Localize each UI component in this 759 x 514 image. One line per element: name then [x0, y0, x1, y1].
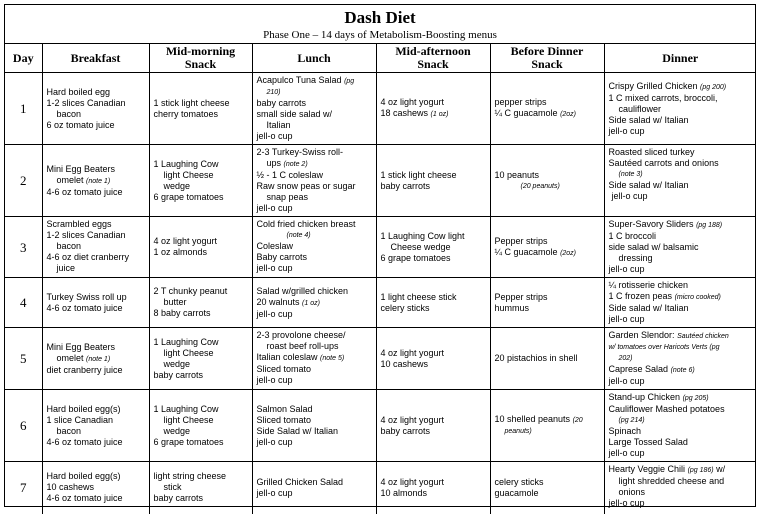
header-breakfast: Breakfast — [42, 44, 149, 73]
menu-item: jell-o cup — [256, 203, 293, 213]
menu-item — [609, 291, 753, 303]
page-note: 210) — [266, 89, 281, 96]
mid-morning-cell — [149, 278, 252, 328]
menu-item: wedge — [163, 358, 191, 369]
menu-item: roast beef roll-ups — [266, 341, 339, 351]
before-dinner-cell — [490, 217, 604, 278]
menu-item-text: Hearty Veggie Chili — [608, 464, 686, 474]
menu-item — [609, 464, 753, 476]
page-note: 202) — [618, 355, 633, 362]
menu-item: 1 Laughing Cow light — [380, 230, 465, 241]
dinner-cell — [604, 390, 756, 462]
menu-item: jell-o cup — [256, 131, 293, 141]
menu-item: baby carrots — [153, 369, 204, 380]
menu-item: baby carrots — [380, 180, 431, 191]
menu-item: 6 grape tomatoes — [153, 191, 224, 202]
menu-item: Pepper strips — [494, 291, 548, 302]
menu-item: 10 cashews — [46, 482, 95, 493]
menu-item: 1 C mixed carrots, broccoli, — [608, 92, 718, 103]
menu-item: 1 Laughing Cow — [153, 403, 219, 414]
page-note: (20 — [572, 417, 583, 424]
page-note: (pg 188) — [696, 222, 723, 229]
breakfast-cell — [42, 328, 149, 390]
menu-item: 10 almonds — [380, 487, 428, 498]
menu-item: Hard boiled egg(s) — [46, 403, 121, 414]
menu-item: Raw snow peas or sugar — [256, 181, 356, 191]
page-note: (pg 205) — [682, 395, 709, 402]
menu-item: Side salad w/ Italian — [608, 180, 689, 190]
mid-morning-cell — [149, 145, 252, 217]
menu-item: cauliflower — [618, 103, 662, 114]
menu-item: jell-o cup — [608, 314, 645, 324]
dinner-cell — [604, 73, 756, 145]
menu-item: light Cheese — [163, 169, 214, 180]
menu-item: Side salad w/ Italian — [608, 303, 689, 313]
menu-item-text: Stand-up Chicken — [608, 392, 681, 402]
header-mid-afternoon-line2: Snack — [417, 57, 449, 71]
breakfast-cell — [42, 217, 149, 278]
menu-item-text: 1 C frozen peas — [608, 291, 673, 301]
page-note: (20 peanuts) — [520, 182, 560, 190]
menu-item: 4 oz light yogurt — [380, 476, 445, 487]
menu-item — [257, 158, 372, 170]
menu-item: 10 peanuts — [494, 169, 540, 180]
menu-item — [609, 219, 753, 231]
menu-item: jell-o cup — [256, 436, 293, 447]
day-row-5 — [5, 328, 756, 390]
menu-item: jell-o cup — [608, 498, 645, 508]
menu-item: 4-6 oz tomato juice — [46, 186, 123, 197]
page-subtitle: Phase One – 14 days of Metabolism-Boosting menus — [263, 29, 497, 41]
menu-item: 4-6 oz tomato juice — [46, 302, 123, 313]
menu-item: Cheese wedge — [390, 241, 451, 252]
menu-item-text: Italian coleslaw — [256, 352, 318, 362]
menu-item: 6 oz tomato juice — [46, 119, 115, 130]
menu-item: bacon — [56, 108, 82, 119]
header-mid-morning-line1: Mid-morning — [165, 44, 236, 58]
menu-item: 6 grape tomatoes — [380, 252, 451, 263]
menu-item: 1-2 slices Canadian — [46, 97, 126, 108]
menu-item: jell-o cup — [256, 487, 293, 498]
menu-item-text: 20 walnuts — [256, 296, 300, 307]
menu-item: Sliced tomato — [256, 364, 312, 374]
menu-item: Side salad w/ Italian — [608, 114, 689, 125]
menu-item: Italian — [266, 120, 291, 130]
dinner-cell — [604, 278, 756, 328]
menu-item: 4-6 oz tomato juice — [46, 493, 123, 504]
menu-item-text: Caprese Salad — [608, 364, 669, 374]
day-number: 4 — [5, 278, 42, 328]
page-note: (note 2) — [283, 161, 308, 168]
menu-item: jell-o cup — [608, 264, 645, 274]
menu-item — [47, 353, 145, 365]
mid-morning-cell — [149, 390, 252, 462]
menu-item: 1 oz almonds — [153, 247, 208, 257]
lunch-cell — [252, 328, 376, 390]
menu-item-text: 10 shelled peanuts — [494, 414, 571, 424]
menu-item: 4 oz light yogurt — [380, 347, 445, 358]
menu-item: butter — [163, 297, 187, 307]
menu-item-text: Garden Slendor: — [608, 330, 675, 340]
mid-morning-cell — [149, 217, 252, 278]
menu-item: jell-o cup — [608, 376, 645, 386]
menu-item: light Cheese — [163, 347, 214, 358]
breakfast-cell — [42, 73, 149, 145]
menu-item: 1 stick light cheese — [380, 169, 457, 180]
menu-item: jell-o cup — [608, 125, 645, 136]
header-day: Day — [5, 44, 42, 73]
day-row-1 — [5, 73, 756, 145]
menu-item: Baby carrots — [256, 252, 308, 262]
menu-item: 1-2 slices Canadian — [46, 230, 126, 240]
menu-item — [495, 247, 600, 259]
menu-item: jell-o cup — [608, 448, 645, 458]
day-row-3 — [5, 217, 756, 278]
mid-afternoon-cell — [376, 145, 490, 217]
before-dinner-cell — [490, 73, 604, 145]
menu-item: 20 pistachios in shell — [494, 353, 578, 363]
menu-table — [5, 44, 756, 514]
header-lunch: Lunch — [252, 44, 376, 73]
menu-item: diet cranberry juice — [46, 364, 123, 375]
page-note: (pg — [709, 344, 720, 351]
menu-item-text: omelet — [56, 174, 84, 185]
mid-afternoon-cell — [376, 328, 490, 390]
menu-item: celery sticks — [494, 476, 544, 487]
menu-item: pepper strips — [494, 97, 547, 107]
mid-afternoon-cell — [376, 462, 490, 514]
menu-item: Sautéed carrots and onions — [608, 158, 719, 168]
menu-sheet — [4, 4, 756, 507]
menu-item: juice — [56, 263, 76, 273]
page-note: peanuts) — [504, 428, 532, 435]
menu-item: 2-3 Turkey-Swiss roll- — [256, 147, 344, 157]
menu-item — [381, 108, 486, 120]
lunch-cell — [252, 390, 376, 462]
menu-item — [609, 81, 753, 93]
page-note: (1 oz) — [302, 299, 320, 307]
menu-item — [609, 342, 753, 353]
menu-item-text: w/ — [716, 464, 726, 474]
menu-item: 10 cashews — [380, 358, 429, 369]
page-note: (note 1) — [86, 177, 111, 185]
header-mid-morning-line2: Snack — [184, 57, 217, 71]
title-block — [5, 5, 755, 44]
menu-item: Sliced tomato — [256, 414, 312, 425]
menu-item — [47, 175, 145, 187]
lunch-cell — [252, 73, 376, 145]
before-dinner-cell — [490, 145, 604, 217]
menu-item: wedge — [163, 425, 191, 436]
page-note: (pg 200) — [700, 83, 727, 91]
day-row-7 — [5, 462, 756, 514]
menu-item: Hard boiled egg — [46, 86, 111, 97]
menu-item — [257, 352, 372, 364]
page-note: (note 3) — [618, 171, 643, 178]
menu-item: Grilled Chicken Salad — [256, 476, 344, 487]
page-note: (micro cooked) — [674, 294, 721, 301]
menu-item: hummus — [494, 302, 530, 313]
menu-item: baby carrots — [380, 425, 431, 436]
menu-item: bacon — [56, 241, 82, 251]
menu-item: Spinach — [608, 426, 642, 436]
menu-item — [257, 297, 372, 309]
menu-item: 4 oz light yogurt — [380, 414, 445, 425]
mid-morning-cell — [149, 328, 252, 390]
menu-item: light string cheese — [153, 471, 227, 482]
menu-item — [495, 414, 600, 426]
mid-morning-cell — [149, 73, 252, 145]
menu-item: ¼ rotisserie chicken — [608, 280, 689, 290]
breakfast-cell — [42, 145, 149, 217]
page-note: (1 oz) — [430, 111, 449, 118]
menu-item: Coleslaw — [256, 241, 294, 251]
page-note: (note 5) — [320, 355, 345, 362]
menu-item: wedge — [163, 180, 191, 191]
page-note: (note 4) — [286, 232, 311, 239]
before-dinner-cell — [490, 462, 604, 514]
menu-item-text: w/ tomatoes over Haricots Verts — [608, 344, 708, 351]
header-dinner: Dinner — [604, 44, 756, 73]
menu-item — [609, 392, 753, 404]
day-row-6 — [5, 390, 756, 462]
menu-item: 2 T chunky peanut — [153, 286, 228, 296]
menu-item: Cauliflower Mashed potatoes — [608, 404, 725, 414]
menu-item: Cold fried chicken breast — [256, 219, 356, 229]
menu-item — [609, 364, 753, 376]
day-number: 7 — [5, 462, 42, 514]
menu-item: 1 slice Canadian — [46, 414, 114, 425]
page-title: Dash Diet — [344, 8, 416, 27]
header-mid-afternoon — [376, 44, 490, 73]
menu-item: Roasted sliced turkey — [608, 147, 695, 157]
menu-item: baby carrots — [153, 493, 204, 504]
menu-item: 1 light cheese stick — [380, 291, 457, 302]
menu-item: cherry tomatoes — [153, 108, 219, 119]
lunch-cell — [252, 278, 376, 328]
menu-item: side salad w/ balsamic — [608, 242, 699, 252]
page-note: (pg — [344, 78, 355, 85]
day-number: 2 — [5, 145, 42, 217]
breakfast-cell — [42, 462, 149, 514]
menu-item-text: ¼ C guacamole — [494, 108, 558, 118]
menu-item: 4 oz light yogurt — [380, 97, 445, 107]
menu-item: 8 baby carrots — [153, 308, 211, 318]
dinner-cell — [604, 145, 756, 217]
day-number: 3 — [5, 217, 42, 278]
header-before-dinner-line2: Snack — [531, 57, 563, 71]
lunch-cell — [252, 217, 376, 278]
mid-morning-cell — [149, 462, 252, 514]
menu-item — [609, 330, 753, 342]
menu-item: light shredded cheese and — [618, 476, 725, 486]
menu-item: 6 grape tomatoes — [153, 436, 224, 447]
menu-item: 1 stick light cheese — [153, 97, 230, 108]
menu-item: dressing — [618, 253, 653, 263]
menu-item: Side Salad w/ Italian — [256, 425, 339, 436]
day-number: 5 — [5, 328, 42, 390]
page-note: (2oz) — [560, 249, 577, 257]
menu-item: snap peas — [266, 192, 309, 202]
menu-item: guacamole — [494, 487, 539, 498]
before-dinner-cell — [490, 278, 604, 328]
mid-afternoon-cell — [376, 390, 490, 462]
menu-item-text: ups — [266, 158, 282, 168]
menu-item: onions — [618, 487, 646, 497]
breakfast-cell — [42, 390, 149, 462]
page-note: (pg 214) — [618, 417, 645, 424]
menu-item-text: Super-Savory Sliders — [608, 219, 694, 229]
menu-item-text: omelet — [56, 352, 84, 363]
menu-item: stick — [163, 482, 182, 493]
breakfast-cell — [42, 278, 149, 328]
menu-item: Large Tossed Salad — [608, 437, 688, 447]
mid-afternoon-cell — [376, 217, 490, 278]
menu-item: Mini Egg Beaters — [46, 341, 116, 352]
lunch-cell — [252, 462, 376, 514]
menu-item: bacon — [56, 425, 82, 436]
menu-item: baby carrots — [256, 98, 307, 108]
dinner-cell — [604, 462, 756, 514]
mid-afternoon-cell — [376, 278, 490, 328]
menu-item: 1 C broccoli — [608, 231, 657, 241]
menu-item: Mini Egg Beaters — [46, 163, 116, 174]
lunch-cell — [252, 145, 376, 217]
menu-item: Turkey Swiss roll up — [46, 291, 127, 302]
menu-item-text: ¼ C guacamole — [494, 246, 558, 257]
menu-item — [257, 75, 372, 87]
menu-item: ½ - 1 C coleslaw — [256, 170, 324, 180]
day-number: 1 — [5, 73, 42, 145]
menu-item: light Cheese — [163, 414, 214, 425]
menu-item-text: Crispy Grilled Chicken — [608, 80, 698, 91]
header-before-dinner-line1: Before Dinner — [510, 44, 584, 58]
menu-item: 4-6 oz tomato juice — [46, 436, 123, 447]
menu-item: 2-3 provolone cheese/ — [256, 330, 346, 340]
header-row — [5, 44, 756, 73]
day-row-2 — [5, 145, 756, 217]
day-number: 6 — [5, 390, 42, 462]
dinner-cell — [604, 217, 756, 278]
menu-item: Hard boiled egg(s) — [46, 471, 121, 482]
menu-item: 4 oz light yogurt — [153, 236, 218, 246]
page-note: (note 6) — [670, 367, 695, 374]
menu-item: 4-6 oz diet cranberry — [46, 252, 130, 262]
page-note: Sautéed chicken — [677, 333, 729, 340]
menu-item: Salmon Salad — [256, 403, 313, 414]
header-before-dinner — [490, 44, 604, 73]
day-row-4 — [5, 278, 756, 328]
menu-item: celery sticks — [380, 302, 430, 313]
menu-item: 1 Laughing Cow — [153, 336, 219, 347]
menu-item: jell-o cup — [256, 375, 293, 385]
menu-item-text: 18 cashews — [380, 108, 429, 118]
menu-item: Salad w/grilled chicken — [256, 285, 349, 296]
mid-afternoon-cell — [376, 73, 490, 145]
menu-item: small side salad w/ — [256, 109, 333, 119]
menu-item-text: Acapulco Tuna Salad — [256, 75, 342, 85]
header-mid-morning — [149, 44, 252, 73]
header-mid-afternoon-line1: Mid-afternoon — [395, 44, 471, 58]
page-note: (2oz) — [560, 111, 577, 118]
menu-item: jell-o cup — [611, 191, 648, 201]
page-note: (pg 186) — [687, 467, 714, 474]
dinner-cell — [604, 328, 756, 390]
menu-item: Pepper strips — [494, 235, 548, 246]
page-note: (note 1) — [86, 355, 111, 363]
menu-item: jell-o cup — [256, 263, 293, 273]
menu-item: jell-o cup — [256, 308, 293, 319]
before-dinner-cell — [490, 390, 604, 462]
menu-item: Scrambled eggs — [46, 219, 112, 229]
before-dinner-cell — [490, 328, 604, 390]
menu-item — [495, 108, 600, 120]
menu-item: 1 Laughing Cow — [153, 158, 219, 169]
